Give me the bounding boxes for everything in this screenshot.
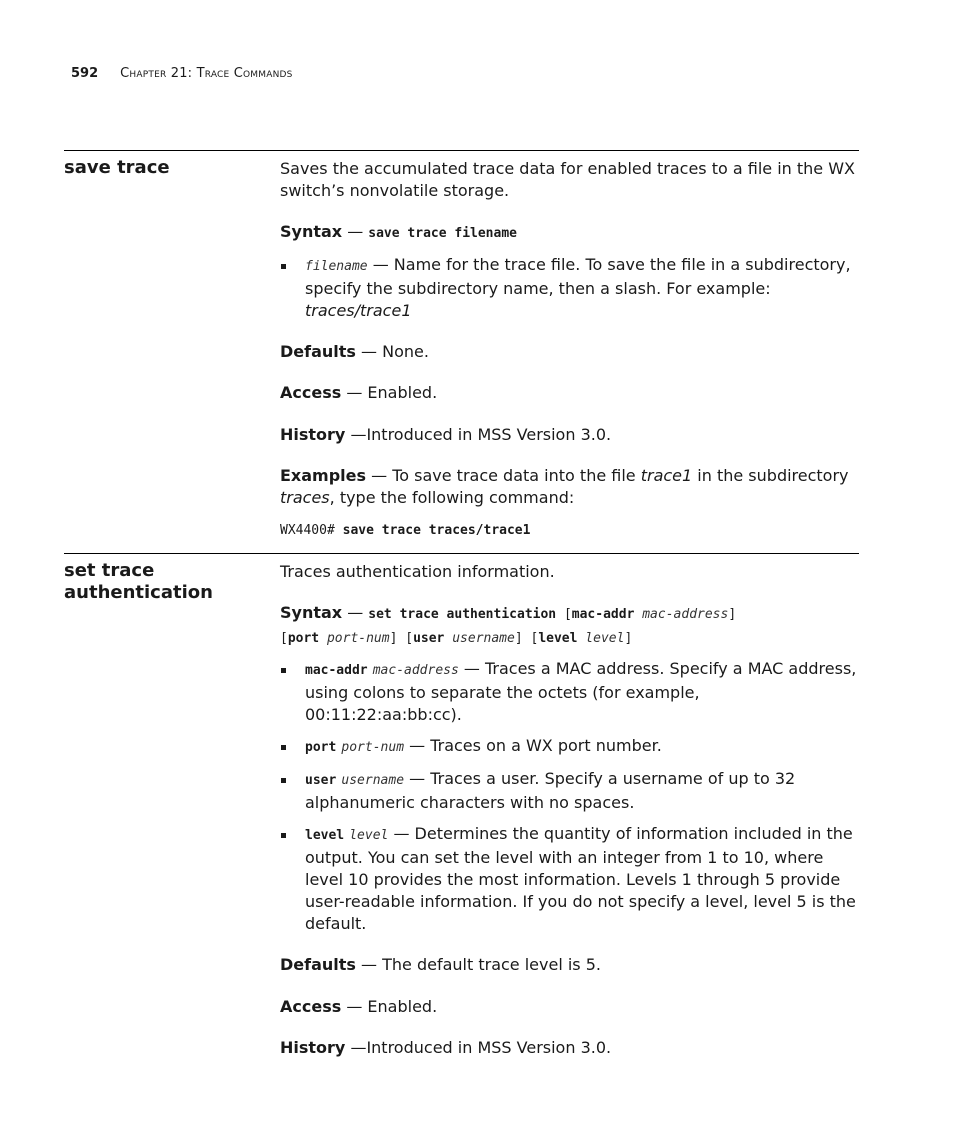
examples-line [280,465,860,509]
list-item [280,735,860,759]
section-title-set-trace-authentication [64,560,213,604]
section-title-line: authentication [64,582,213,603]
access-text: — Enabled. [341,383,438,402]
syntax-keyword: level [538,631,578,646]
cli-prompt: WX4400# [280,523,343,538]
section-body-save-trace [280,158,860,542]
param-keyword: level [305,828,345,843]
history-line [280,1037,860,1059]
param-desc: — Traces a user. Specify a username of up to 32 alphanumeric characters with no spaces. [305,769,796,812]
syntax-keyword: mac-addr [571,607,635,622]
param-desc: — Determines the quantity of information included in the output. You can set the level with an integer from 1 to 10, where level 10 provides the most information. Levels 1 through 5 provide user-readable information. If you do not specify a level, level 5 is the default. [305,824,856,933]
defaults-text: — The default trace level is 5. [355,955,601,974]
param-desc: — Traces a MAC address. Specify a MAC address, using colons to separate the octets (for example, 00:11:22:aa:bb:cc). [305,659,857,724]
examples-text: — To save trace data into the file [366,466,641,485]
param-example: traces/trace1 [305,301,412,320]
history-text: —Introduced in MSS Version 3.0. [345,1038,612,1057]
defaults-line [280,341,860,363]
param-value: mac-address [372,663,459,678]
syntax-value: username [452,631,515,646]
param-desc: — Traces on a WX port number. [404,736,662,755]
param-value: port-num [341,740,405,755]
syntax-value: mac-address [642,607,729,622]
param-keyword: port [305,740,337,755]
list-item [280,823,860,935]
history-line [280,424,860,446]
section-divider [64,553,859,554]
list-item [280,768,860,814]
list-item [280,658,860,726]
cli-command: save trace traces/trace1 [342,523,531,538]
chapter-title: Chapter 21: Trace Commands [120,66,293,81]
defaults-label: Defaults [280,342,356,361]
section-title-line: set trace [64,560,155,581]
access-text: — Enabled. [341,997,438,1016]
access-label: Access [280,383,342,402]
description: Saves the accumulated trace data for enabled traces to a file in the WX switch’s nonvolatile storage. [280,159,855,200]
defaults-text: — None. [355,342,429,361]
syntax-sep: — [342,222,369,241]
access-line [280,382,860,404]
defaults-label: Defaults [280,955,356,974]
section-body-set-trace-authentication [280,561,860,1059]
history-label: History [280,425,346,444]
page-number: 592 [71,66,99,81]
param-name: filename [305,259,368,274]
access-label: Access [280,997,342,1016]
syntax-command: save trace filename [368,226,517,241]
syntax-label: Syntax [280,222,343,241]
param-keyword: user [305,773,337,788]
param-desc: — Name for the trace file. To save the file in a subdirectory, specify the subdirectory name, then a slash. For example: [305,255,851,298]
syntax-line: Syntax — set trace authentication [mac-addr mac-address] [port port-num] [user username] [level level] [280,603,737,646]
examples-text: in the subdirectory [692,466,849,485]
syntax-sep: — [342,603,369,622]
history-text: —Introduced in MSS Version 3.0. [345,425,612,444]
section-title-save-trace: save trace [64,157,170,178]
syntax-label: Syntax [280,603,343,622]
syntax-keyword: user [413,631,445,646]
description: Traces authentication information. [280,562,555,581]
example-command [280,518,860,542]
param-value: level [349,828,389,843]
example-dir: traces [280,488,330,507]
syntax-command: set trace authentication [368,607,557,622]
syntax-keyword: port [287,631,320,646]
examples-label: Examples [280,466,367,485]
section-divider [64,150,859,151]
history-label: History [280,1038,346,1057]
running-header [71,66,293,81]
param-value: username [341,773,405,788]
param-keyword: mac-addr [305,663,368,678]
syntax-value: level [585,631,625,646]
param-list [280,254,860,322]
syntax-value: port-num [326,631,390,646]
syntax-line [280,221,860,245]
examples-text: , type the following command: [329,488,575,507]
access-line [280,996,860,1018]
defaults-line [280,954,860,976]
param-list [280,658,860,935]
example-file: trace1 [640,466,693,485]
list-item [280,254,860,322]
